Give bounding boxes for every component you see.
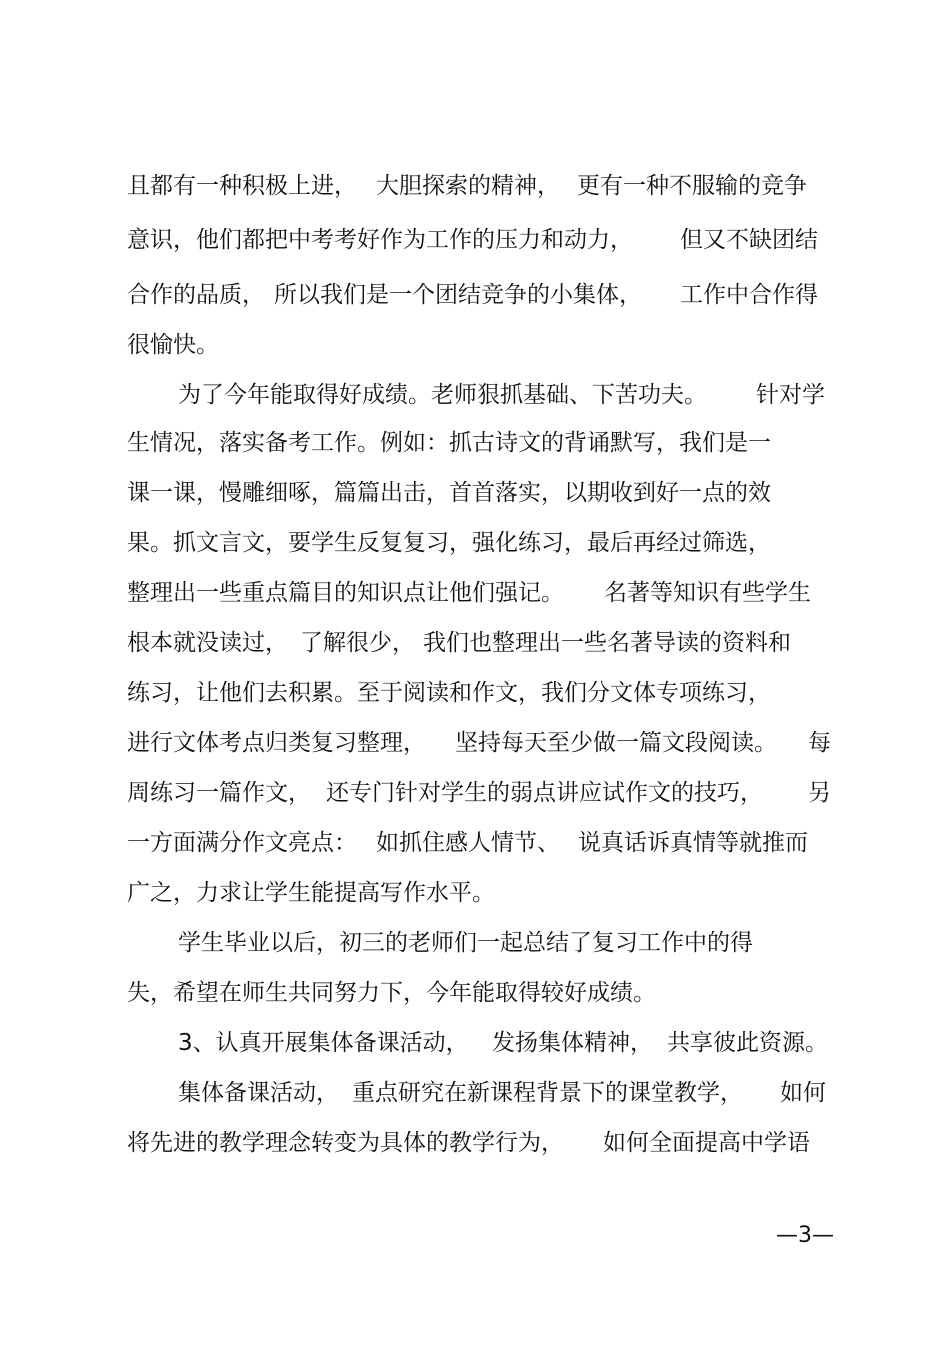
text-segment: 意识，他们都把中考考好作为工作的压力和动力， — [127, 227, 633, 253]
text-segment: 学生毕业以后，初三的老师们一起总结了复习工作中的得 — [178, 930, 753, 956]
text-segment: 了解很少， — [300, 630, 415, 656]
text-line — [0, 1073, 950, 1113]
text-segment: 果。抓文言文，要学生反复复习，强化练习，最后再经过筛选， — [127, 530, 771, 556]
text-segment: 所以我们是一个团结竞争的小集体， — [274, 282, 642, 308]
text-segment: 如何 — [780, 1080, 826, 1106]
text-line — [0, 220, 950, 260]
text-line — [0, 973, 950, 1013]
text-segment: 为了今年能取得好成绩。老师狠抓基础、下苦功夫。 — [178, 382, 707, 408]
text-segment: 但又不缺团结 — [680, 227, 818, 253]
text-segment: 失，希望在师生共同努力下，今年能取得较好成绩。 — [127, 980, 656, 1006]
text-segment: 说真话诉真情等就推而 — [578, 830, 808, 856]
text-segment: 发扬集体精神， — [492, 1030, 653, 1056]
text-line — [0, 325, 950, 365]
text-segment: 如何全面提高中学语 — [603, 1130, 810, 1156]
text-segment: 重点研究在新课程背景下的课堂教学， — [352, 1080, 743, 1106]
text-segment: 我们也整理出一些名著导读的资料和 — [423, 630, 791, 656]
text-segment: 进行文体考点归类复习整理， — [127, 730, 426, 756]
text-line — [0, 673, 950, 713]
text-line — [0, 873, 950, 913]
text-line — [0, 773, 950, 813]
text-line — [0, 1123, 950, 1163]
text-segment: 如抓住感人情节、 — [376, 830, 560, 856]
text-line — [0, 1023, 950, 1063]
text-segment: 且都有一种积极上进， — [127, 173, 357, 199]
text-segment: 坚持每天至少做一篇文段阅读。 — [455, 730, 777, 756]
text-segment: 练习，让他们去积累。至于阅读和作文，我们分文体专项练习， — [127, 680, 771, 706]
text-segment: 根本就没读过， — [127, 630, 288, 656]
text-segment: 生情况，落实备考工作。例如：抓古诗文的背诵默写，我们是一 — [127, 430, 771, 456]
text-line — [0, 423, 950, 463]
page-number: —3— — [776, 1223, 834, 1248]
text-segment: 很愉快。 — [127, 332, 219, 358]
text-segment: 集体备课活动， — [178, 1080, 339, 1106]
text-line — [0, 623, 950, 663]
text-line — [0, 473, 950, 513]
text-line — [0, 166, 950, 206]
text-segment: 课一课，慢雕细啄，篇篇出击，首首落实，以期收到好一点的效 — [127, 480, 771, 506]
text-segment: 一方面满分作文亮点： — [127, 830, 357, 856]
text-line — [0, 723, 950, 763]
text-segment: 周练习一篇作文， — [127, 780, 311, 806]
text-line — [0, 523, 950, 563]
text-line — [0, 823, 950, 863]
text-segment: 3、认真开展集体备课活动， — [178, 1030, 469, 1056]
text-segment: 还专门针对学生的弱点讲应试作文的技巧， — [326, 780, 763, 806]
text-segment: 共享彼此资源。 — [667, 1030, 828, 1056]
text-line — [0, 275, 950, 315]
text-segment: 更有一种不服输的竞争 — [577, 173, 807, 199]
text-segment: 合作的品质， — [127, 282, 265, 308]
text-segment: 广之，力求让学生能提高写作水平。 — [127, 880, 495, 906]
text-segment: 每 — [808, 730, 831, 756]
text-segment: 另 — [808, 780, 831, 806]
text-line — [0, 375, 950, 415]
text-segment: 整理出一些重点篇目的知识点让他们强记。 — [127, 580, 564, 606]
text-line — [0, 923, 950, 963]
text-segment: 将先进的教学理念转变为具体的教学行为， — [127, 1130, 564, 1156]
text-segment: 针对学 — [756, 382, 825, 408]
text-segment: 名著等知识有些学生 — [604, 580, 811, 606]
text-line — [0, 573, 950, 613]
text-segment: 大胆探索的精神， — [376, 173, 560, 199]
text-segment: 工作中合作得 — [680, 282, 818, 308]
